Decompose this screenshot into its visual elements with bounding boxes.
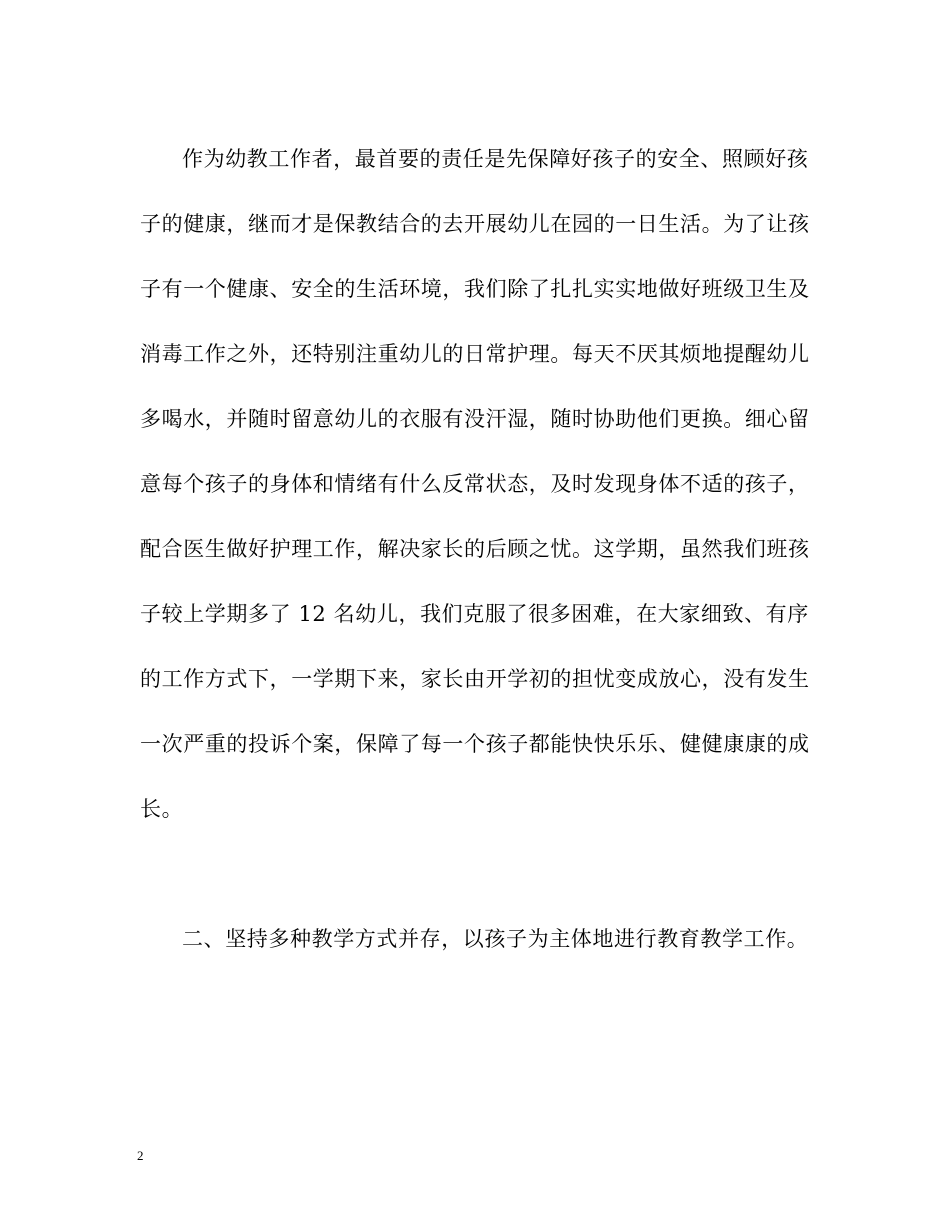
paragraph-line-6: 意每个孩子的身体和情绪有什么反常状态，及时发现身体不适的孩子， <box>140 472 810 496</box>
paragraph-line-4: 消毒工作之外，还特别注重幼儿的日常护理。每天不厌其烦地提醒幼儿 <box>140 342 810 366</box>
paragraph-line-12: 二、坚持多种教学方式并存，以孩子为主体地进行教育教学工作。 <box>182 927 809 951</box>
paragraph-line-3: 子有一个健康、安全的生活环境，我们除了扎扎实实地做好班级卫生及 <box>140 277 810 301</box>
page-number: 2 <box>137 1148 144 1163</box>
paragraph-line-11: 长。 <box>140 797 184 821</box>
paragraph-line-7: 配合医生做好护理工作，解决家长的后顾之忧。这学期，虽然我们班孩 <box>140 537 810 561</box>
paragraph-line-1: 作为幼教工作者，最首要的责任是先保障好孩子的安全、照顾好孩 <box>182 147 809 171</box>
paragraph-line-5: 多喝水，并随时留意幼儿的衣服有没汗湿，随时协助他们更换。细心留 <box>140 407 810 431</box>
paragraph-line-8: 子较上学期多了 12 名幼儿，我们克服了很多困难，在大家细致、有序 <box>140 602 809 626</box>
paragraph-line-2: 子的健康，继而才是保教结合的去开展幼儿在园的一日生活。为了让孩 <box>140 212 810 236</box>
paragraph-line-9: 的工作方式下，一学期下来，家长由开学初的担忧变成放心，没有发生 <box>140 667 810 691</box>
paragraph-line-10: 一次严重的投诉个案，保障了每一个孩子都能快快乐乐、健健康康的成 <box>140 732 810 756</box>
